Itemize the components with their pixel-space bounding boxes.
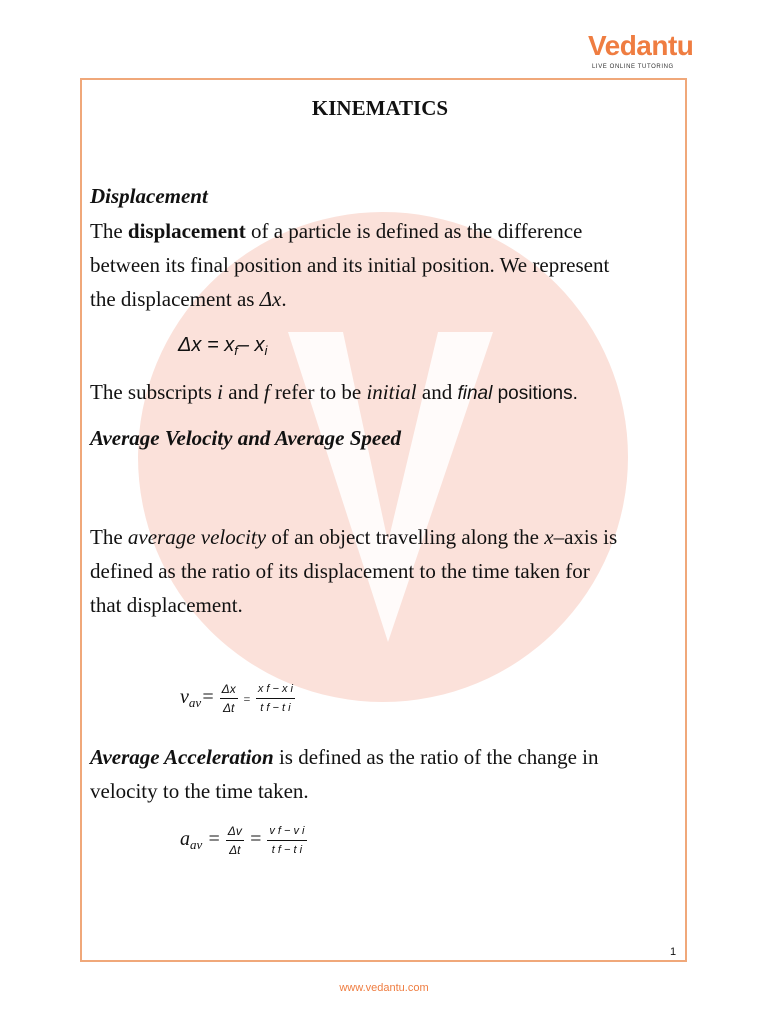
avg-velocity-equation <box>180 680 295 717</box>
eq-term: Δx = x <box>178 334 235 356</box>
term-displacement: displacement <box>127 219 246 243</box>
avg-velocity-heading: Average Velocity and Average Speed <box>90 426 402 450</box>
displacement-heading: Displacement <box>90 184 208 208</box>
displacement-equation <box>178 334 267 358</box>
numerator: Δv <box>226 822 244 841</box>
avg-velocity-paragraph <box>90 520 650 622</box>
eq-term: = <box>201 686 215 709</box>
text-span: The <box>90 219 128 243</box>
text-span: . <box>281 287 287 311</box>
text-span: of an object travelling along the <box>266 525 545 549</box>
text-span: between its final position and its initial position. We represent <box>90 253 610 277</box>
denominator: t f − t i <box>260 702 291 714</box>
text-span: velocity to the time taken. <box>90 779 309 803</box>
eq-term: = <box>242 692 251 707</box>
term-average-acceleration: Average Acceleration <box>90 745 274 769</box>
text-span: and <box>223 380 264 404</box>
logo-tagline: LIVE ONLINE TUTORING <box>592 64 674 70</box>
text-span: The <box>90 525 128 549</box>
numerator: v f − v i <box>267 822 306 841</box>
fraction <box>256 680 295 717</box>
logo-wordmark: Vedantu <box>588 30 694 61</box>
text-span: –axis is <box>553 525 618 549</box>
text-span: of a particle is defined as the difference <box>245 219 583 243</box>
text-span: and <box>416 380 458 404</box>
delta-x-symbol: Δx <box>259 287 282 311</box>
vedantu-logo[interactable] <box>588 30 698 74</box>
avg-acceleration-paragraph <box>90 740 650 808</box>
footer-url-link[interactable]: www.vedantu.com <box>339 982 429 994</box>
eq-term: v <box>180 686 189 709</box>
eq-subscript: av <box>188 695 202 711</box>
italic-term: final <box>457 383 493 404</box>
fraction <box>226 822 244 859</box>
text-span: positions. <box>492 383 578 404</box>
numerator: x f − x i <box>256 680 295 699</box>
fraction <box>220 680 238 717</box>
eq-subscript: i <box>264 343 268 358</box>
italic-term: f <box>263 380 270 404</box>
displacement-paragraph <box>90 214 650 316</box>
eq-term: = <box>202 828 221 851</box>
text-span: is defined as the ratio of the change in <box>273 745 599 769</box>
avg-acceleration-equation <box>180 822 307 859</box>
text-span: the displacement as <box>90 287 260 311</box>
page-number: 1 <box>670 946 677 958</box>
fraction <box>267 822 306 859</box>
eq-subscript: f <box>234 343 238 358</box>
eq-subscript: av <box>190 837 203 853</box>
text-span: The subscripts <box>90 380 218 404</box>
numerator: Δx <box>220 680 238 699</box>
eq-term: = <box>248 828 263 851</box>
denominator: t f − t i <box>271 844 303 856</box>
text-span: refer to be <box>269 380 367 404</box>
text-span: that displacement. <box>90 593 243 617</box>
text-span: defined as the ratio of its displacement to the time taken for <box>90 559 590 583</box>
italic-term: average velocity <box>127 525 267 549</box>
eq-term: a <box>180 828 190 851</box>
italic-term: initial <box>366 380 417 404</box>
subscripts-paragraph <box>90 375 650 411</box>
eq-term: – x <box>237 334 265 356</box>
page-title: KINEMATICS <box>311 96 449 120</box>
denominator: Δt <box>229 843 241 857</box>
denominator: Δt <box>223 701 235 715</box>
italic-term: x <box>544 525 554 549</box>
italic-term: i <box>217 380 223 404</box>
